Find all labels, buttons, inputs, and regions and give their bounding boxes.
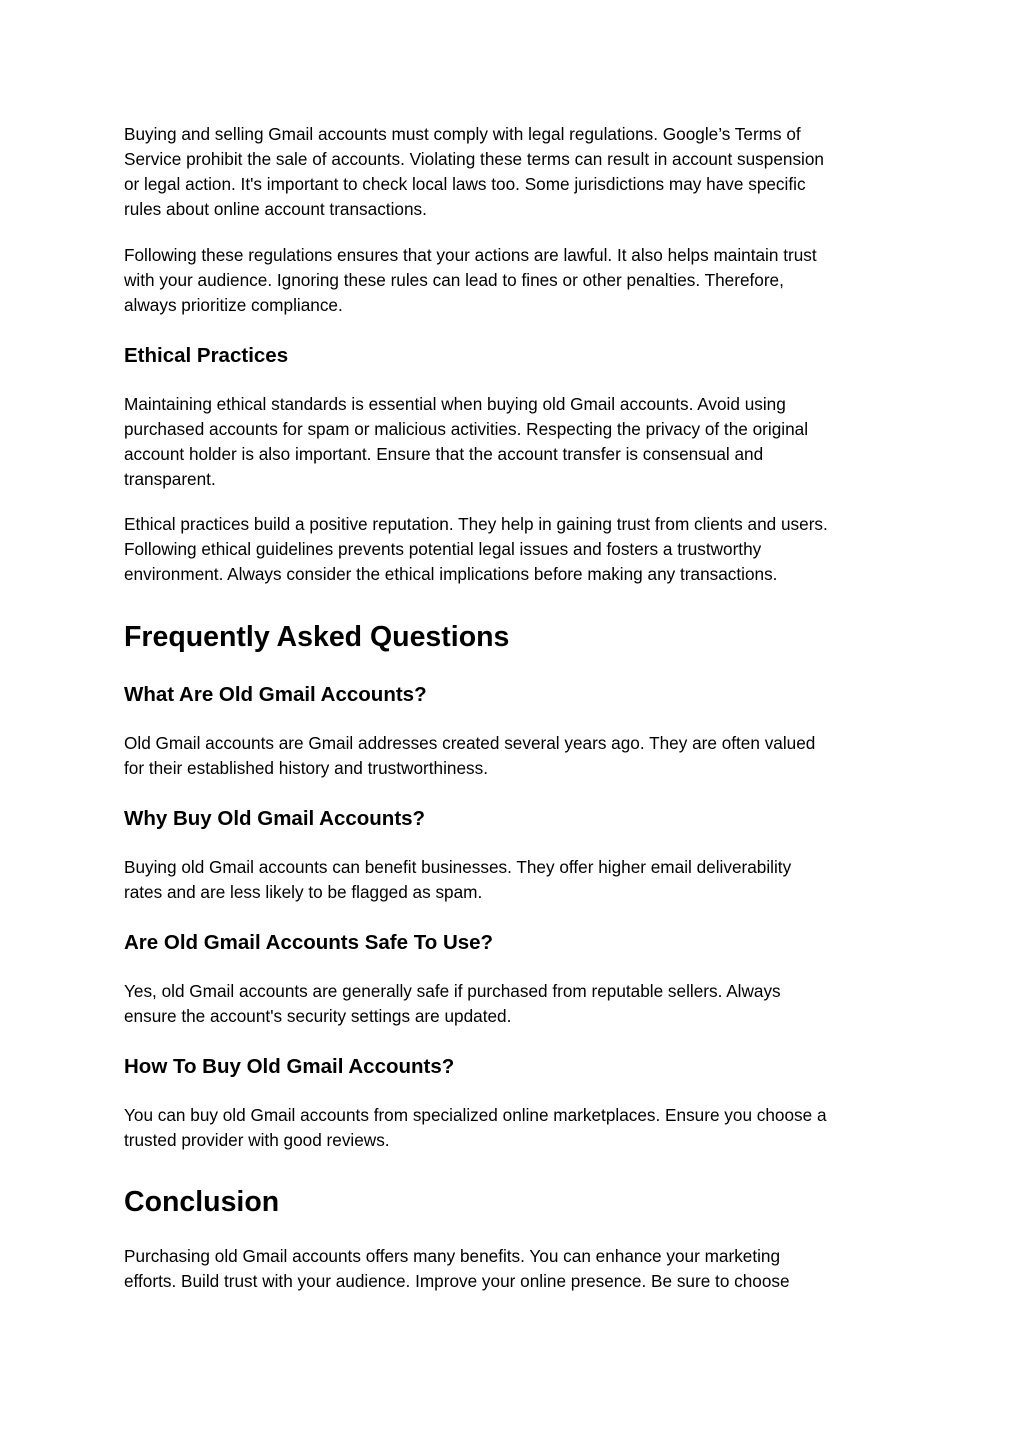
faq-question: Why Buy Old Gmail Accounts? (124, 807, 426, 830)
heading-ethical-practices: Ethical Practices (124, 344, 289, 367)
paragraph-line: Service prohibit the sale of accounts. Violating these terms can result in account suspension (124, 149, 824, 169)
faq-answer-line: Yes, old Gmail accounts are generally safe if purchased from reputable sellers. Always (124, 981, 781, 1001)
faq-question: What Are Old Gmail Accounts? (124, 683, 427, 706)
faq-answer-line: Old Gmail accounts are Gmail addresses created several years ago. They are often valued (124, 733, 816, 753)
paragraph-line: purchased accounts for spam or malicious activities. Respecting the privacy of the original (124, 419, 809, 439)
faq-answer-line: ensure the account's security settings are updated. (124, 1006, 512, 1026)
faq-question: How To Buy Old Gmail Accounts? (124, 1055, 455, 1078)
faq-answer-line: rates and are less likely to be flagged as spam. (124, 882, 483, 902)
faq-answer-line: You can buy old Gmail accounts from specialized online marketplaces. Ensure you choose a (124, 1105, 827, 1125)
paragraph-line: transparent. (124, 469, 216, 489)
faq-answer-line: Buying old Gmail accounts can benefit businesses. They offer higher email deliverability (124, 857, 792, 877)
paragraph-line: Buying and selling Gmail accounts must comply with legal regulations. Google’s Terms of (124, 124, 801, 144)
paragraph-line: environment. Always consider the ethical implications before making any transactions. (124, 564, 778, 584)
paragraph-line: Purchasing old Gmail accounts offers many benefits. You can enhance your marketing (124, 1246, 781, 1266)
paragraph-line: Following these regulations ensures that your actions are lawful. It also helps maintain trust (124, 245, 817, 265)
heading-conclusion: Conclusion (124, 1186, 280, 1218)
paragraph-line: or legal action. It's important to check local laws too. Some jurisdictions may have specific (124, 174, 806, 194)
paragraph-line: Following ethical guidelines prevents potential legal issues and fosters a trustworthy (124, 539, 762, 559)
paragraph-line: with your audience. Ignoring these rules can lead to fines or other penalties. Therefore, (124, 270, 784, 290)
paragraph-line: account holder is also important. Ensure that the account transfer is consensual and (124, 444, 764, 464)
faq-question: Are Old Gmail Accounts Safe To Use? (124, 931, 494, 954)
paragraph-line: efforts. Build trust with your audience. Improve your online presence. Be sure to choose (124, 1271, 790, 1291)
paragraph-line: rules about online account transactions. (124, 199, 427, 219)
paragraph-line: Maintaining ethical standards is essential when buying old Gmail accounts. Avoid using (124, 394, 786, 414)
heading-faq: Frequently Asked Questions (124, 621, 510, 653)
paragraph-line: always prioritize compliance. (124, 295, 343, 315)
paragraph-line: Ethical practices build a positive reputation. They help in gaining trust from clients and users. (124, 514, 828, 534)
faq-answer-line: for their established history and trustworthiness. (124, 758, 488, 778)
faq-answer-line: trusted provider with good reviews. (124, 1130, 390, 1150)
